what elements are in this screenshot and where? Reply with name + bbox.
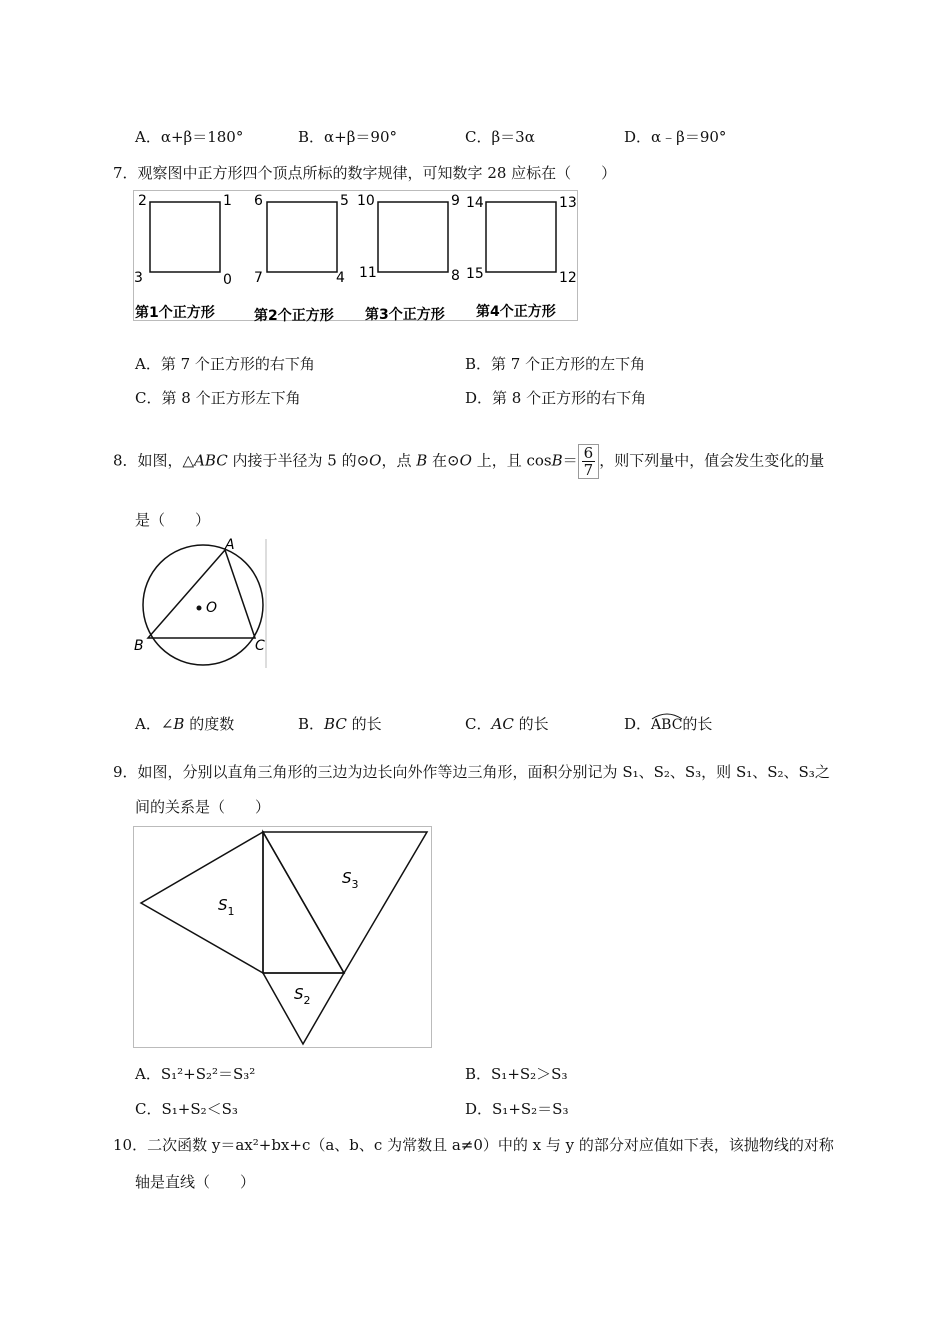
q9-option-c: C．S₁+S₂＜S₃	[135, 1100, 238, 1118]
square-3-bl: 11	[359, 265, 377, 281]
q8-option-b: B．BC 的长	[298, 715, 382, 733]
q8-option-c: C．AC 的长	[465, 715, 549, 733]
square-2-tl: 6	[254, 193, 263, 209]
square-1	[134, 193, 232, 321]
q7-option-a: A．第 7 个正方形的右下角	[135, 355, 315, 373]
square-3-br: 8	[451, 268, 460, 284]
square-3-tl: 10	[357, 193, 375, 209]
q6-option-b: B．α+β＝90°	[298, 128, 397, 146]
q10-stem: 10．二次函数 y＝ax²+bx+c（a、b、c 为常数且 a≠0）中的 x 与 y 的部分对应值如下表，该抛物线的对称	[113, 1136, 834, 1154]
q9-option-a: A．S₁²+S₂²＝S₃²	[135, 1065, 256, 1083]
q6-option-a: A．α+β＝180°	[135, 128, 244, 146]
label-s2: $S_2$	[294, 985, 311, 1007]
q7-option-d: D．第 8 个正方形的右下角	[465, 389, 647, 407]
square-4-caption: 第4个正方形	[476, 304, 556, 320]
circle-o	[143, 545, 263, 665]
square-4	[466, 195, 577, 320]
equilateral-s3	[263, 832, 427, 973]
square-1-tr: 1	[223, 193, 232, 209]
triangle-abc	[148, 550, 255, 638]
center-dot	[197, 606, 202, 611]
square-4-tr: 13	[559, 195, 577, 211]
square-3	[357, 193, 460, 323]
q8-stem-line2: 是（ ）	[135, 511, 211, 529]
square-4-bl: 15	[466, 266, 484, 282]
equilateral-s2	[263, 973, 344, 1044]
q7-squares-figure	[133, 190, 581, 323]
q8-option-a: A．∠B 的度数	[135, 715, 235, 733]
q7-option-b: B．第 7 个正方形的左下角	[465, 355, 646, 373]
square-2-tr: 5	[340, 193, 349, 209]
q6-option-c: C．β＝3α	[465, 128, 535, 146]
q8-option-d: D． ABC的长	[624, 713, 712, 734]
q9-triangles-figure	[133, 826, 434, 1050]
square-4-tl: 14	[466, 195, 484, 211]
arc-icon	[651, 712, 683, 720]
q8-circle-figure	[133, 537, 269, 670]
cos-fraction: $\frac{6}{7}$	[578, 444, 600, 479]
label-c: C	[255, 638, 265, 654]
square-3-tr: 9	[451, 193, 460, 209]
label-b: B	[134, 638, 144, 654]
q7-option-c: C．第 8 个正方形左下角	[135, 389, 301, 407]
q9-stem-line2: 间的关系是（ ）	[135, 798, 271, 816]
q9-option-d: D．S₁+S₂＝S₃	[465, 1100, 569, 1118]
square-1-caption: 第1个正方形	[135, 305, 215, 321]
square-2-bl: 7	[254, 270, 263, 286]
square-1-bl: 3	[134, 270, 143, 286]
equilateral-s1	[141, 832, 263, 973]
arc-abc: ABC	[651, 717, 682, 733]
label-o: O	[206, 600, 218, 616]
q7-stem: 7．观察图中正方形四个顶点所标的数字规律，可知数字 28 应标在（ ）	[113, 164, 617, 182]
q8-stem: 8．如图，△ABC 内接于半径为 5 的⊙O，点 B 在⊙O 上，且 cosB＝ $\frac{6}{7}$ ，则下列量中，值会发生变化的量	[113, 444, 825, 479]
square-4-br: 12	[559, 270, 577, 286]
square-2-caption: 第2个正方形	[254, 308, 334, 323]
square-1-br: 0	[223, 272, 232, 288]
q9-option-b: B．S₁+S₂＞S₃	[465, 1065, 568, 1083]
square-3-caption: 第3个正方形	[365, 307, 445, 323]
q9-stem: 9．如图，分别以直角三角形的三边为边长向外作等边三角形，面积分别记为 S₁、S₂、S₃，则 S₁、S₂、S₃之	[113, 763, 830, 781]
square-2-br: 4	[336, 270, 345, 286]
label-s1: $S_1$	[218, 896, 235, 918]
q10-stem-line2: 轴是直线（ ）	[135, 1173, 256, 1191]
label-a: A	[225, 537, 235, 553]
label-s3: $S_3$	[342, 869, 359, 891]
q6-option-d: D．α﹣β＝90°	[624, 128, 727, 146]
square-1-tl: 2	[138, 193, 147, 209]
square-2	[254, 193, 349, 323]
